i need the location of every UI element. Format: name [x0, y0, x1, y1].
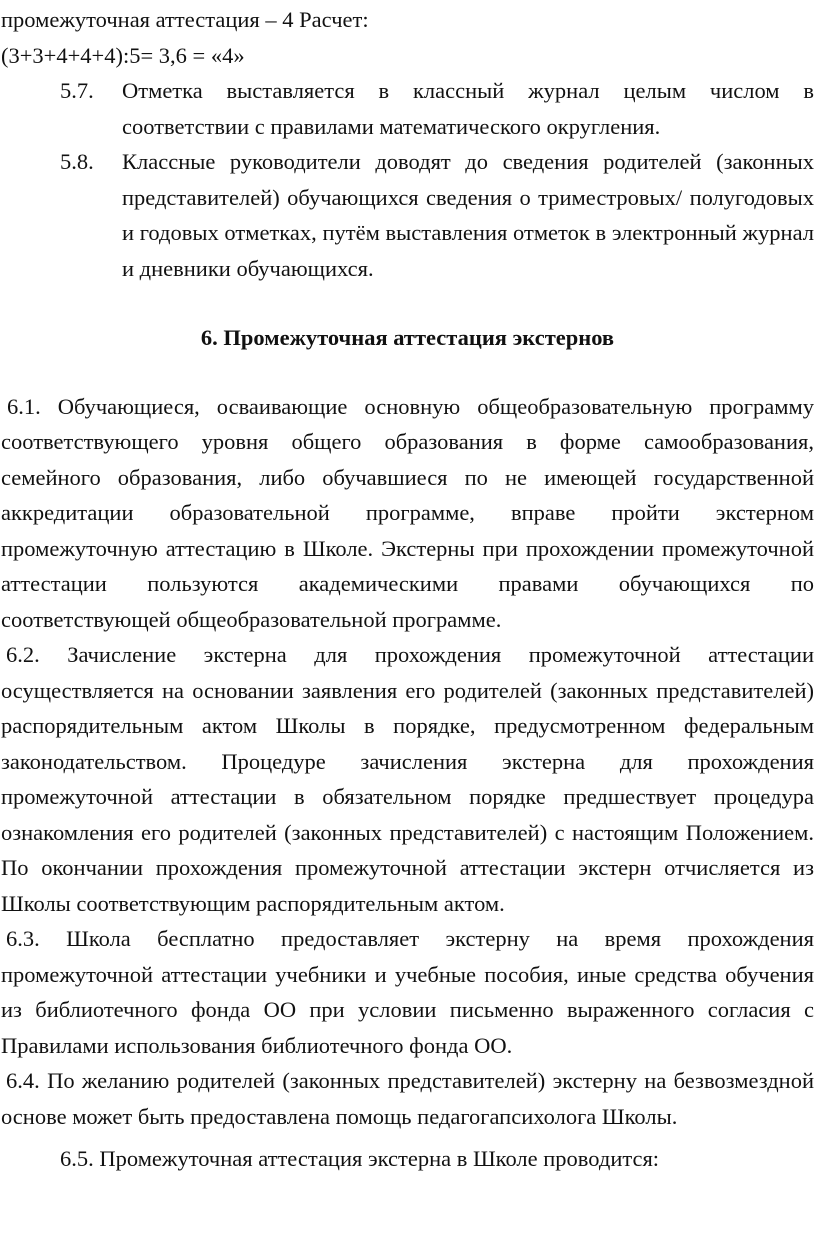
- top-line-1: промежуточная аттестация – 4 Расчет:: [1, 7, 369, 32]
- item-5-8: [1, 144, 814, 286]
- item-5-7-text: Отметка выставляется в классный журнал целым числом в соответствии с правилами математического округления.: [122, 78, 814, 139]
- item-5-7: [1, 73, 814, 144]
- item-5-8-text: Классные руководители доводят до сведения родителей (законных представителей) обучающихся сведения о триместровых/ полугодовых и годовых отметках, путём выставления отметок в электронный журнал и дневники обучающихся.: [122, 149, 814, 281]
- section-6-heading: 6. Промежуточная аттестация экстернов: [200, 325, 615, 350]
- item-6-1: 6.1. Обучающиеся, осваивающие основную общеобразовательную программу соответствующего уровня общего образования в форме самообразования, семейного образования, либо обучавшиеся по не имеющей государственной аккредитации образовательной программе, вправе пройти экстерном промежуточную аттестацию в Школе. Экстерны при прохождении промежуточной аттестации пользуются академическими правами обучающихся по соответствующей общеобразовательной программе.: [1, 393, 814, 632]
- item-5-7-number: 5.7.: [60, 78, 94, 103]
- top-line-2: (3+3+4+4+4):5= 3,6 = «4»: [1, 42, 245, 68]
- item-5-8-number: 5.8.: [60, 149, 94, 174]
- item-6-2: 6.2. Зачисление экстерна для прохождения промежуточной аттестации осуществляется на основании заявления его родителей (законных представителей) распорядительным актом Школы в порядке, предусмотренном федеральным законодательством. Процедуре зачисления экстерна для прохождения промежуточной аттестации в обязательном порядке предшествует процедура ознакомления его родителей (законных представителей) с настоящим Положением. По окончании прохождения промежуточной аттестации экстерн отчисляется из Школы соответствующим распорядительным актом.: [1, 642, 814, 916]
- item-6-4: 6.4. По желанию родителей (законных представителей) экстерну на безвозмездной основе может быть предоставлена помощь педагогапсихолога Школы.: [1, 1068, 814, 1129]
- item-6-3: 6.3. Школа бесплатно предоставляет экстерну на время прохождения промежуточной аттестации учебники и учебные пособия, иные средства обучения из библиотечного фонда ОО при условии письменно выраженного согласия с Правилами использования библиотечного фонда ОО.: [1, 926, 814, 1058]
- item-6-5: 6.5. Промежуточная аттестация экстерна в Школе проводится:: [60, 1146, 660, 1171]
